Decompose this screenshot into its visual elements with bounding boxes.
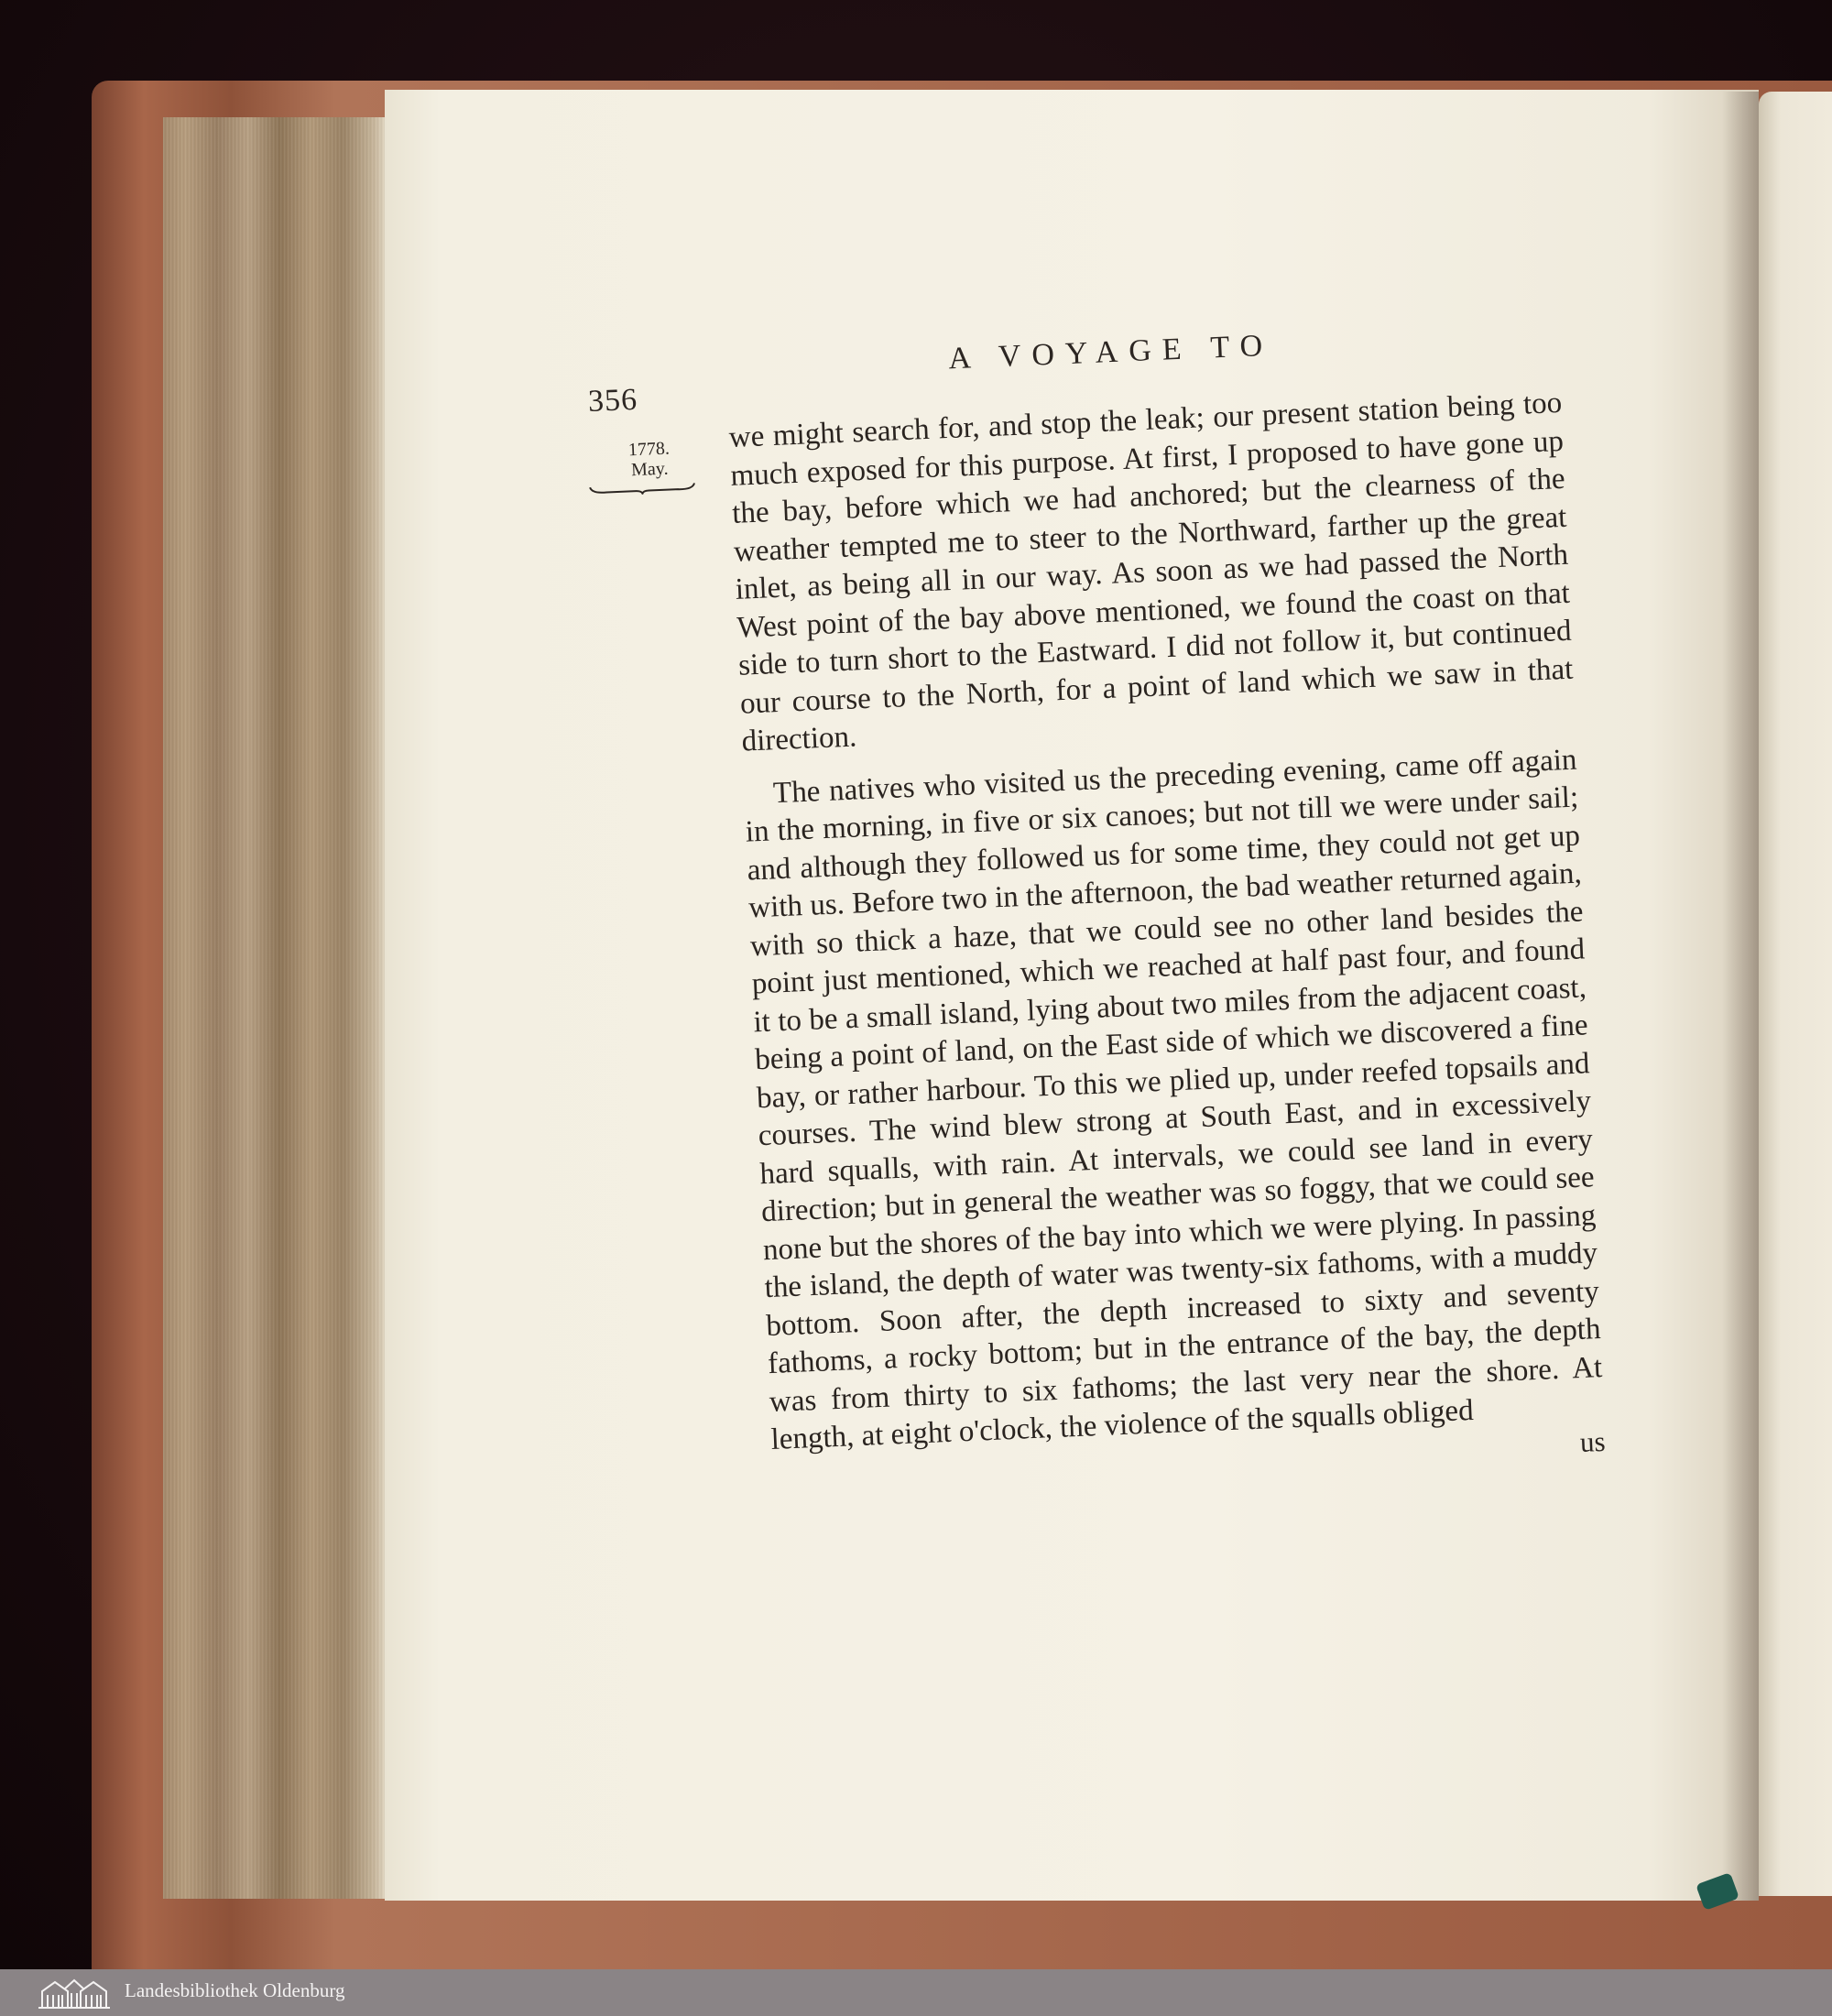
margin-month: May. xyxy=(630,458,669,481)
paragraph: we might search for, and stop the leak; our present station being too much exposed for this purpose. At first, I proposed to have gone up the bay, before which we had anchored; but the clearness of the weather tempted me to steer to the Northward, farther up the great inlet, as being all in our way. As soon as we had passed the North West point of the bay above mentioned, we found the coast on that side to turn short to the Eastward. I did not follow it, but continued our course to the North, for a point of land which we saw in that direction. xyxy=(728,386,1574,758)
page-number: 356 xyxy=(587,382,638,419)
margin-year: 1778. xyxy=(627,438,671,461)
margin-date-note xyxy=(594,437,706,506)
brace-icon xyxy=(588,481,696,496)
body-text xyxy=(728,385,1613,1664)
page-block-edge xyxy=(163,117,387,1899)
catchword: us xyxy=(1579,1424,1607,1458)
facing-page xyxy=(1759,92,1832,1896)
library-name: Landesbibliothek Oldenburg xyxy=(125,1979,345,2001)
page-gutter-shadow xyxy=(1722,92,1759,1901)
footer-bar xyxy=(0,1969,1832,2016)
running-title: A VOYAGE TO xyxy=(947,328,1274,376)
paragraph: The natives who visited us the preceding evening, came off again in the morning, in five or six canoes; but not till we were under sail; and although they followed us for some time, they could not get up with us. Before two in the afternoon, the bad weather returned again, with so thick a haze, that we could see no other land besides the point just mentioned, which we reached at half past four, and found it to be a small island, lying about two miles from the adjacent coast, being a point of land, on the East side of which we discovered a fine bay, or rather harbour. To this we plied up, under reefed topsails and courses. The wind blew strong at South East, and in excessively hard squalls, with rain. At intervals, we could see land in every direction; but in general the weather was so foggy, that we could see none but the shores of the bay into which we were plying. In passing the island, the depth of water was twenty-six fathoms, with a muddy bottom. Soon after, the depth increased to sixty and seventy fathoms, a rocky bottom; but in the entrance of the bay, the depth was from thirty to six fathoms; the last very near the shore. At length, at eight o'clock, the violence of the squalls obliged xyxy=(745,743,1603,1457)
library-building-icon xyxy=(37,1977,112,2010)
